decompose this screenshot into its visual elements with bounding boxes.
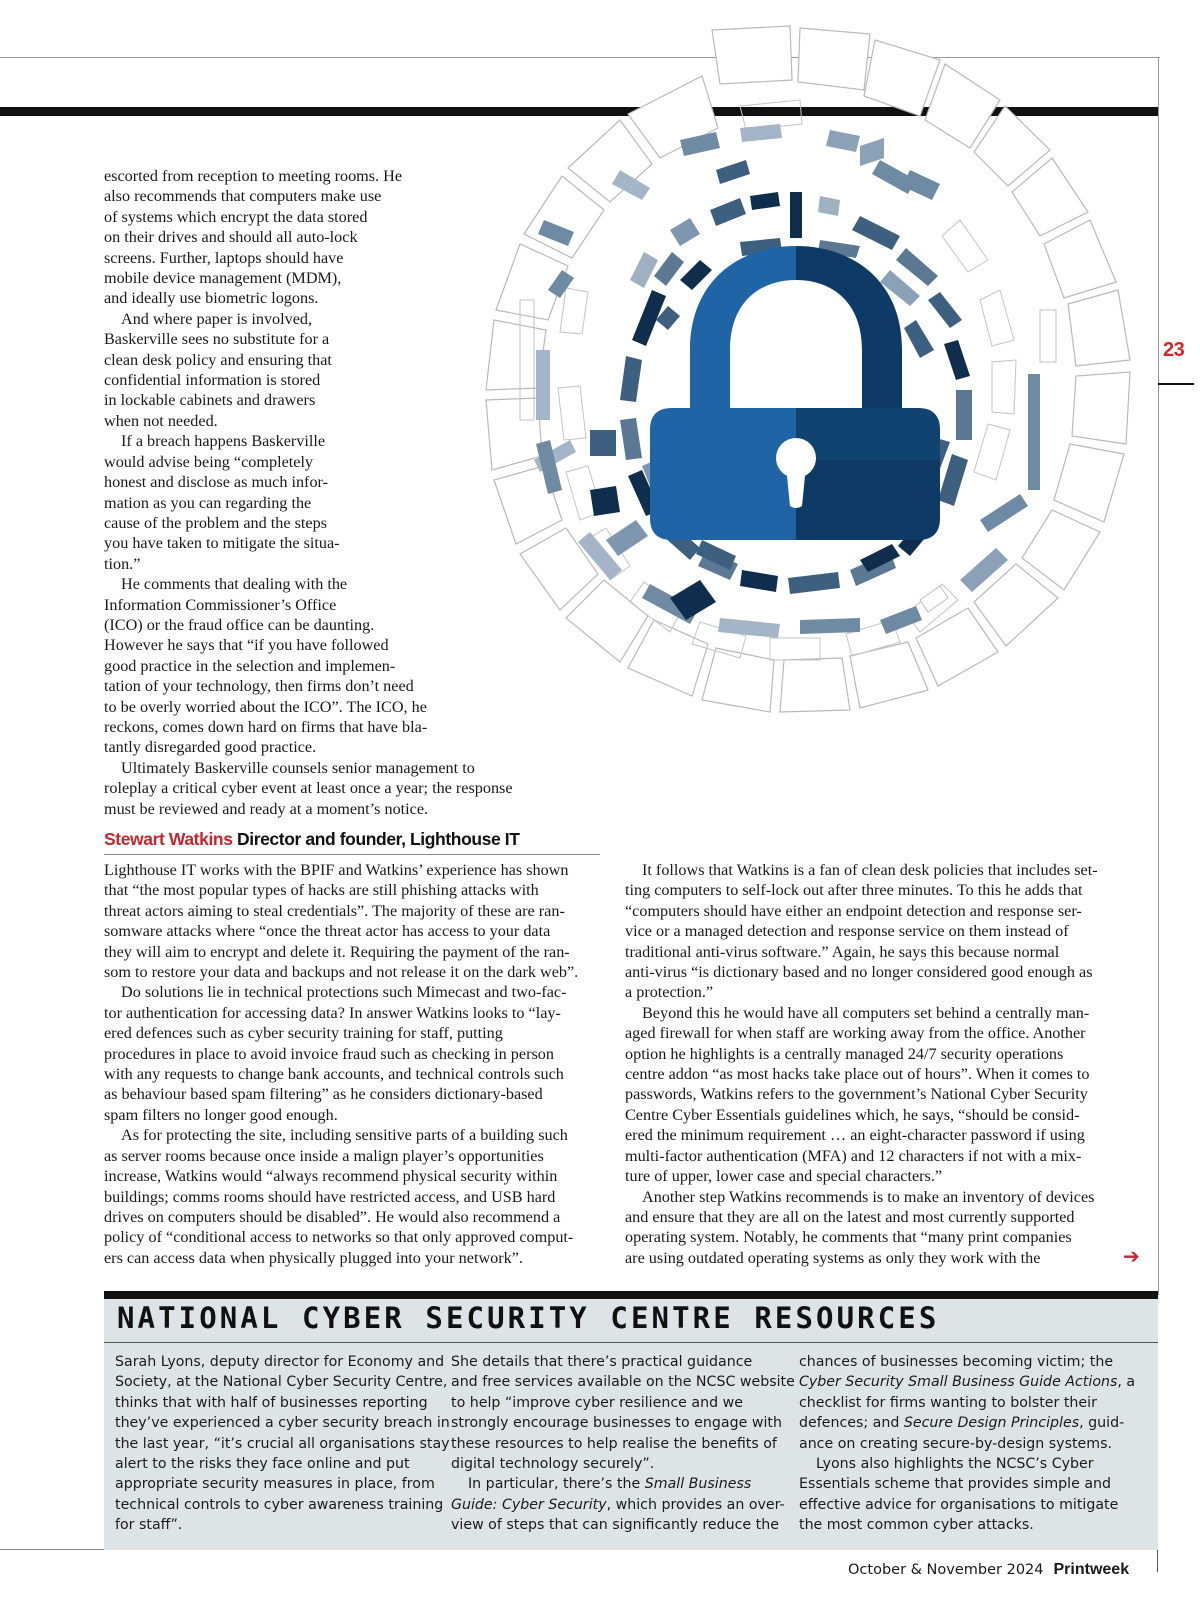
text-line: you have taken to mitigate the situa-: [104, 534, 340, 553]
text-line: [451, 1495, 785, 1515]
section-heading-rule: [104, 854, 600, 855]
text-line: traditional anti-virus software.” Again, he says this because normal: [625, 942, 1060, 961]
text-line: She details that there’s practical guidance: [451, 1354, 753, 1370]
text-line: ered the minimum requirement … an eight-character password if using: [625, 1126, 1085, 1145]
text-line: a protection.”: [625, 983, 714, 1002]
text-line: ers can access data when physically plugged into your network”.: [104, 1248, 523, 1267]
footer-left-rule: [0, 1549, 104, 1550]
text-line: technical controls to cyber awareness training: [115, 1496, 444, 1513]
text-line: somware attacks where “once the threat actor has access to your data: [104, 922, 551, 941]
text-line: cause of the problem and the steps: [104, 513, 327, 532]
segmented-ring-dark: [548, 160, 972, 620]
text-span: , which provides an over-: [606, 1496, 785, 1513]
text-line: It follows that Watkins is a fan of clean desk policies that includes set-: [642, 861, 1098, 879]
text-line: and ensure that they are all on the latest and most currently supported: [625, 1207, 1075, 1226]
text-line: roleplay a critical cyber event at least once a year; the response: [104, 779, 513, 798]
text-line: clean desk policy and ensuring that: [104, 350, 332, 369]
text-line: screens. Further, laptops should have: [104, 248, 344, 267]
text-line: on their drives and should all auto-lock: [104, 228, 358, 247]
text-line: centre addon “as most hacks take place out of hours”. When it comes to: [625, 1065, 1090, 1084]
cyber-lock-illustration: [440, 20, 1158, 810]
text-line: spam filters no longer good enough.: [104, 1105, 338, 1124]
text-line: operating system. Notably, he comments that “many print companies: [625, 1228, 1072, 1247]
text-line: [799, 1372, 1136, 1392]
text-line: policy of “conditional access to networks so that only approved comput-: [104, 1228, 574, 1247]
text-line: Do solutions lie in technical protections such Mimecast and two-fac-: [121, 983, 567, 1002]
text-line: confidential information is stored: [104, 371, 321, 390]
footer-brand: Printweek: [1053, 1561, 1130, 1578]
text-line: Baskerville sees no substitute for a: [104, 330, 330, 349]
text-line: and ideally use biometric logons.: [104, 289, 319, 308]
text-line: anti-virus “is dictionary based and no longer considered good enough as: [625, 963, 1093, 982]
segmented-ring-outer: [486, 26, 1130, 712]
text-line: thinks that with half of businesses reporting: [115, 1394, 428, 1411]
text-line: tantly disregarded good practice.: [104, 738, 317, 757]
text-line: “computers should have either an endpoint detection and response ser-: [625, 901, 1082, 920]
text-line: they will aim to encrypt and delete it. Requiring the payment of the ran-: [104, 942, 570, 961]
page-footer: [848, 1561, 1129, 1579]
text-span: defences; and: [799, 1415, 904, 1432]
text-line: are using outdated operating systems as only they work with the: [625, 1248, 1041, 1267]
text-line: appropriate security measures in place, from: [115, 1476, 435, 1493]
article-column-left: [104, 860, 600, 1268]
box-column-2: [451, 1352, 795, 1536]
text-line: escorted from reception to meeting rooms. He: [104, 167, 403, 185]
text-line: ture of upper, lower case and special characters.”: [625, 1167, 943, 1186]
text-line: ting computers to self-lock out after three minutes. To this he adds that: [625, 881, 1083, 900]
text-line: multi-factor authentication (MFA) and 12 characters if not with a mix-: [625, 1146, 1082, 1165]
text-line: must be reviewed and ready at a moment’s notice.: [104, 799, 429, 818]
text-line: As for protecting the site, including sensitive parts of a building such: [121, 1126, 568, 1145]
page-number: 23: [1163, 339, 1185, 361]
text-line: checklist for firms wanting to bolster their: [799, 1394, 1097, 1411]
text-line: Essentials scheme that provides simple and: [799, 1476, 1112, 1493]
text-line: with any requests to change bank accounts, and technical controls such: [104, 1065, 564, 1084]
text-line: aged firewall for when staff are working away from the office. Another: [625, 1024, 1086, 1043]
text-line: to help “improve cyber resilience and we: [451, 1394, 743, 1411]
text-line: [451, 1474, 771, 1494]
text-line: vice or a managed detection and response service on them instead of: [625, 922, 1069, 941]
text-line: Another step Watkins recommends is to make an inventory of devices: [642, 1187, 1095, 1206]
text-line: And where paper is involved,: [121, 309, 313, 328]
text-line: when not needed.: [104, 411, 218, 430]
text-line: for staff”.: [115, 1517, 183, 1534]
text-line: threat actors aiming to steal credentials”. The majority of these are ran-: [104, 901, 565, 920]
text-line: passwords, Watkins refers to the government’s National Cyber Security: [625, 1085, 1088, 1104]
text-line: these resources to help realise the benefits of: [451, 1435, 777, 1452]
text-line: Beyond this he would have all computers set behind a centrally man-: [642, 1003, 1090, 1022]
text-line: If a breach happens Baskerville: [121, 432, 326, 451]
text-line: tion.”: [104, 554, 141, 573]
text-line: Information Commissioner’s Office: [104, 595, 337, 614]
text-span: , guid-: [1079, 1415, 1125, 1432]
text-line: the most common cyber attacks.: [799, 1517, 1034, 1534]
text-line: chances of businesses becoming victim; the: [799, 1354, 1114, 1370]
text-line: mation as you can regarding the: [104, 493, 312, 512]
text-line: alert to the risks they face online and put: [115, 1456, 410, 1473]
footer-tick: [1157, 1550, 1158, 1572]
text-line: option he highlights is a centrally managed 24/7 security operations: [625, 1044, 1064, 1063]
text-line: to be overly worried about the ICO”. The ICO, he: [104, 697, 427, 716]
guide-title-italic: Secure Design Principles: [903, 1415, 1080, 1432]
box-top-rule: [104, 1291, 1158, 1299]
text-line: He comments that dealing with the: [121, 575, 348, 594]
text-span: , a: [1117, 1374, 1136, 1391]
text-line: buildings; comms rooms should have restricted access, and USB hard: [104, 1187, 556, 1206]
text-span: In particular, there’s the: [468, 1476, 645, 1493]
section-heading-role: Director and founder, Lighthouse IT: [232, 829, 520, 849]
text-line: Society, at the National Cyber Security Centre,: [115, 1374, 448, 1391]
text-line: increase, Watkins would “always recommend physical security within: [104, 1167, 558, 1186]
text-line: honest and disclose as much infor-: [104, 473, 329, 492]
text-line: would advise being “completely: [104, 452, 314, 471]
text-line: and free services available on the NCSC website: [451, 1374, 795, 1391]
text-line: procedures in place to avoid invoice fraud such as checking in person: [104, 1044, 554, 1063]
text-line: good practice in the selection and implemen-: [104, 656, 396, 675]
box-column-3: [799, 1352, 1136, 1536]
guide-title-italic: Guide: Cyber Security: [451, 1496, 607, 1513]
text-line: digital technology securely”.: [451, 1456, 655, 1473]
text-line: Centre Cyber Essentials guidelines which, he says, “should be consid-: [625, 1105, 1080, 1124]
text-line: as behaviour based spam filtering” as he considers dictionary-based: [104, 1085, 543, 1104]
text-line: Ultimately Baskerville counsels senior management to: [121, 758, 475, 777]
text-line: reckons, comes down hard on firms that have bla-: [104, 717, 428, 736]
text-line: tor authentication for accessing data? In answer Watkins looks to “lay-: [104, 1003, 561, 1022]
text-line: of systems which encrypt the data stored: [104, 207, 368, 226]
page-number-rule: [1158, 383, 1194, 385]
text-line: the last year, “it’s crucial all organisations stay: [115, 1435, 450, 1452]
article-column-top: [104, 166, 539, 819]
guide-title-italic: Cyber Security Small Business Guide Actions: [799, 1374, 1118, 1391]
text-line: that “the most popular types of hacks are still phishing attacks with: [104, 881, 539, 900]
text-line: ance on creating secure-by-design systems.: [799, 1435, 1112, 1452]
section-heading-name: Stewart Watkins: [104, 829, 233, 849]
text-line: they’ve experienced a cyber security breach in: [115, 1415, 450, 1432]
guide-title-italic: Small Business: [644, 1476, 752, 1493]
text-line: (ICO) or the fraud office can be daunting.: [104, 615, 375, 634]
text-line: view of steps that can significantly reduce the: [451, 1517, 779, 1534]
text-line: Sarah Lyons, deputy director for Economy and: [115, 1354, 445, 1370]
box-title: NATIONAL CYBER SECURITY CENTRE RESOURCES: [117, 1301, 940, 1335]
text-line: [799, 1413, 1125, 1433]
text-line: Lyons also highlights the NCSC’s Cyber: [816, 1456, 1094, 1473]
footer-issue: October & November 2024: [848, 1562, 1044, 1578]
text-line: tation of your technology, then firms don’t need: [104, 677, 414, 696]
box-title-rule: [104, 1342, 1158, 1343]
text-line: Lighthouse IT works with the BPIF and Watkins’ experience has shown: [104, 861, 569, 879]
segmented-ring-slate: [520, 124, 1056, 638]
article-column-right: [625, 860, 1125, 1268]
continue-arrow-icon: ➔: [1123, 1244, 1140, 1268]
text-line: effective advice for organisations to mitigate: [799, 1496, 1119, 1513]
text-line: in lockable cabinets and drawers: [104, 391, 316, 410]
text-line: However he says that “if you have followed: [104, 636, 389, 655]
text-line: mobile device management (MDM),: [104, 269, 342, 288]
text-line: som to restore your data and backups and not release it on the dark web”.: [104, 963, 579, 982]
box-column-1: [115, 1352, 450, 1536]
text-line: as server rooms because once inside a malign player’s opportunities: [104, 1146, 544, 1165]
text-line: drives on computers should be disabled”. He would also recommend a: [104, 1207, 561, 1226]
section-heading: [104, 829, 520, 850]
text-line: also recommends that computers make use: [104, 187, 382, 206]
text-line: strongly encourage businesses to engage with: [451, 1415, 782, 1432]
text-line: ered defences such as cyber security training for staff, putting: [104, 1024, 503, 1043]
page-frame-right: [1158, 57, 1159, 1295]
